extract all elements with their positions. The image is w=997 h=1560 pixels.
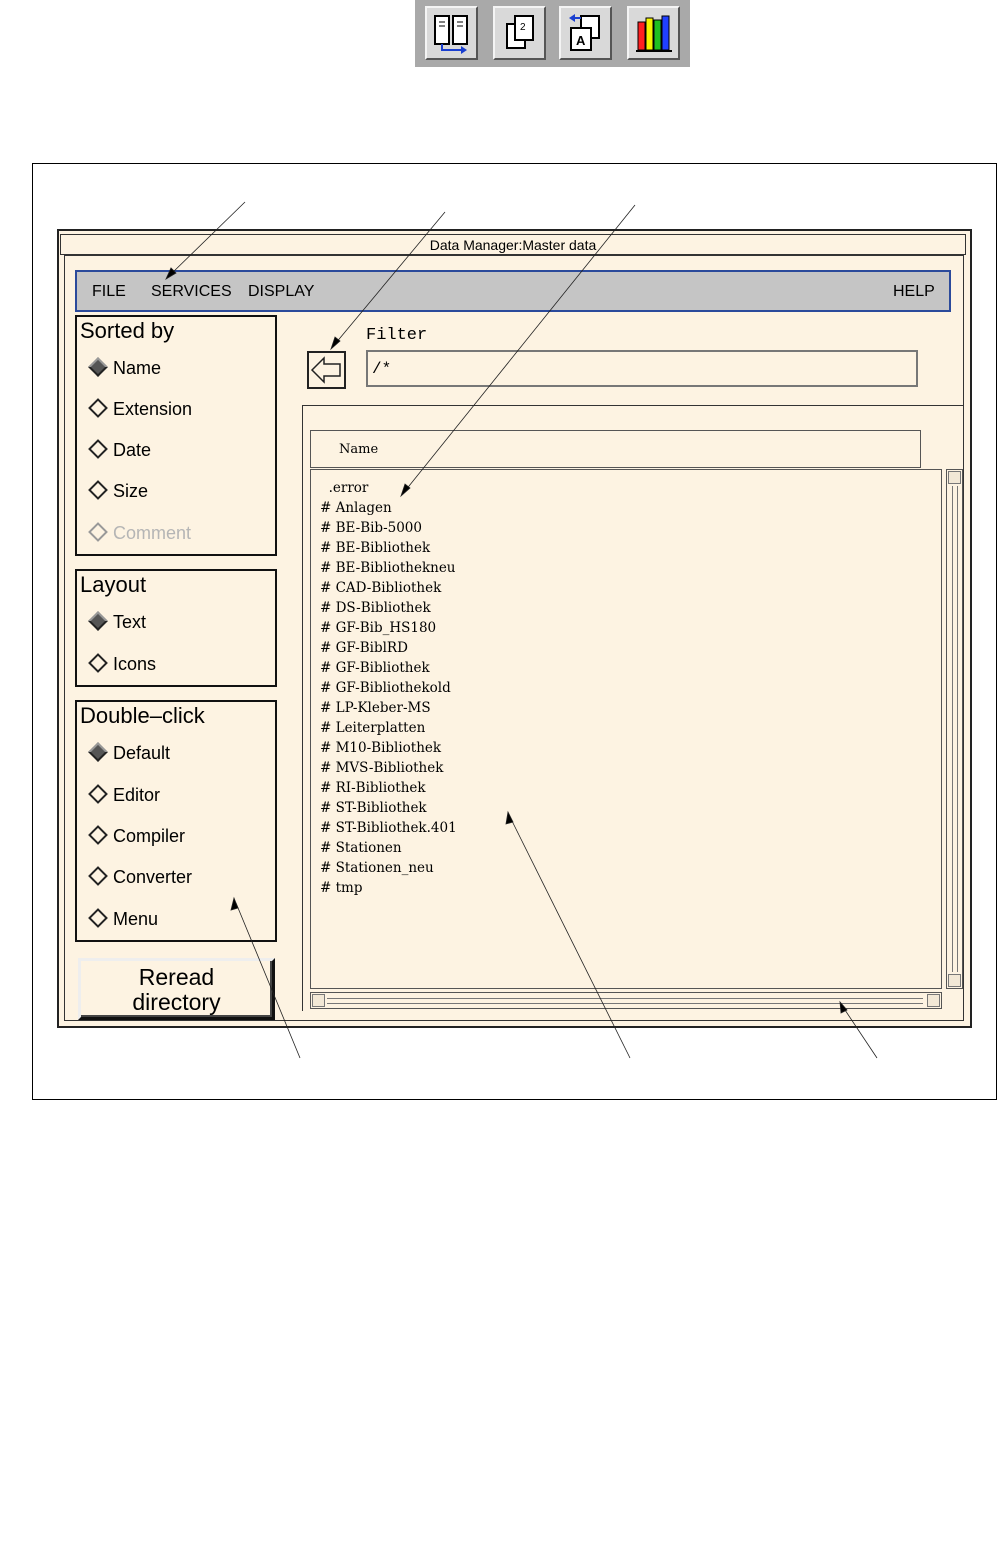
list-item[interactable]: # ST-Bibliothek (320, 800, 427, 816)
list-item[interactable]: # GF-Bibliothek (320, 660, 430, 676)
list-item[interactable]: # GF-BiblRD (320, 640, 408, 656)
dblclick-editor-radio[interactable]: Editor (87, 784, 160, 806)
list-item[interactable]: # BE-Bibliothek (320, 540, 431, 556)
list-item[interactable]: .error (320, 480, 369, 496)
sort-date-radio[interactable]: Date (87, 439, 151, 461)
list-item[interactable]: # BE-Bibliothekneu (320, 560, 456, 576)
layout-icons-radio[interactable]: Icons (87, 653, 156, 675)
double-click-title: Double–click (75, 700, 277, 733)
list-item[interactable]: # tmp (320, 880, 363, 896)
dblclick-compiler-radio[interactable]: Compiler (87, 825, 185, 847)
list-item[interactable]: # Stationen_neu (320, 860, 434, 876)
list-item[interactable]: # GF-Bib_HS180 (320, 620, 437, 636)
svg-text:A: A (576, 33, 586, 48)
list-item[interactable]: # DS-Bibliothek (320, 600, 431, 616)
dblclick-default-radio[interactable]: Default (87, 742, 170, 764)
sort-comment-radio: Comment (87, 522, 191, 544)
column-header-name[interactable]: Name (310, 430, 921, 468)
reread-label-line1: Reread (138, 964, 215, 990)
sort-size-radio[interactable]: Size (87, 480, 148, 502)
list-item[interactable]: # Anlagen (320, 500, 392, 516)
sort-name-radio[interactable]: Name (87, 357, 161, 379)
list-item[interactable]: # Stationen (320, 840, 402, 856)
dblclick-menu-radio[interactable]: Menu (87, 908, 158, 930)
menu-file[interactable]: FILE (92, 283, 126, 300)
dblclick-converter-radio[interactable]: Converter (87, 866, 192, 888)
list-item[interactable]: # RI-Bibliothek (320, 780, 426, 796)
filter-input[interactable]: /* (366, 350, 918, 387)
menu-services[interactable]: SERVICES (151, 283, 232, 300)
layout-text-radio[interactable]: Text (87, 611, 146, 633)
menu-help[interactable]: HELP (893, 283, 935, 300)
list-item[interactable]: # LP-Kleber-MS (320, 700, 431, 716)
list-item[interactable]: # GF-Bibliothekold (320, 680, 451, 696)
list-item[interactable]: # MVS-Bibliothek (320, 760, 444, 776)
menu-display[interactable]: DISPLAY (248, 283, 315, 300)
sorted-by-title: Sorted by (75, 315, 277, 348)
sort-extension-radio[interactable]: Extension (87, 398, 192, 420)
list-item[interactable]: # ST-Bibliothek.401 (320, 820, 457, 836)
reread-label-line2: directory (132, 989, 221, 1015)
list-item[interactable]: # CAD-Bibliothek (320, 580, 442, 596)
window-title: Data Manager:Master data (60, 234, 966, 255)
list-item[interactable]: # BE-Bib-5000 (320, 520, 422, 536)
list-item[interactable]: # Leiterplatten (320, 720, 426, 736)
list-item[interactable]: # M10-Bibliothek (320, 740, 442, 756)
svg-text:2: 2 (520, 22, 526, 33)
filter-label: Filter (366, 326, 428, 345)
layout-title: Layout (75, 569, 277, 602)
